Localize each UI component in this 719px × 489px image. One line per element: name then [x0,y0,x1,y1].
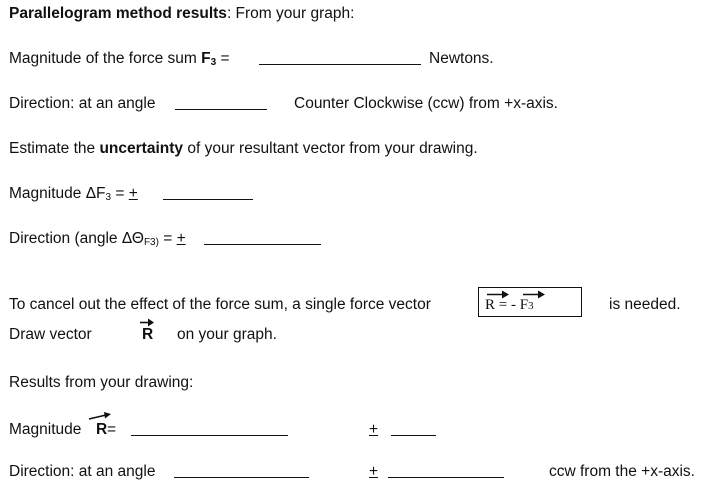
f3-symbol: $F_3$ [201,50,217,68]
res-direction-suffix: ccw from the +x-axis. [549,463,695,480]
sum-direction-label: Direction: at an angle [9,95,156,112]
unc-direction-blank[interactable] [204,232,321,245]
sum-magnitude-label: Magnitude of the force sum [9,50,202,67]
equals-sign: = [216,50,230,67]
plus-minus-sign: + [369,463,379,480]
unc-direction-row [9,230,186,248]
sum-magnitude-blank[interactable] [259,52,421,65]
plus-minus-sign: + [369,421,379,438]
needed-text: is needed. [609,296,681,313]
draw-vector-suffix: on your graph. [177,326,277,343]
res-magnitude-unc-blank[interactable] [391,423,436,436]
sum-magnitude-row [9,50,230,68]
res-magnitude-blank[interactable] [131,423,288,436]
res-magnitude-row [9,421,81,439]
plus-minus-sign: + [176,230,186,247]
res-magnitude-label: Magnitude [9,421,82,438]
unc-magnitude-label: Magnitude ΔF [9,185,106,202]
heading-bold: Parallelogram method results [9,5,227,22]
worksheet-page: Parallelogram method results: From your graph: Magnitude of the force sum $F_3$ = Newtons. Direction: at an angle Counter Clockwise (ccw) from +x-axis. Estimate the uncertainty of your resultant vector from your drawing. Magnitude $\Delta F_3$ = + Direction (angle $\Delta\Theta_{F3)}$ = + To cancel out the effect of the force sum, a single force vector R = - F3 is needed. Draw vector R on your graph. Results from your drawing: Magnitude R = + Direction: at an angle + ccw from the +x-axis. [9,5,695,480]
equals-sign: = [158,230,177,247]
uncertainty-pre: Estimate the [9,140,100,157]
draw-vector-label: Draw vector [9,326,92,343]
heading-rest: : From your graph: [226,5,355,22]
cancel-statement: To cancel out the effect of the force sum, a single force vector [9,296,431,313]
sum-magnitude-unit: Newtons. [429,50,494,67]
results-label: Results from your drawing: [9,374,194,391]
equals-sign: = [107,421,117,438]
vector-arrow-icon [88,412,112,421]
uncertainty-post: of your resultant vector from your drawing. [183,140,478,157]
sum-direction-row [9,95,155,113]
unc-magnitude-blank[interactable] [163,187,253,200]
unc-magnitude-sub: 3 [105,192,112,203]
uncertainty-bold: uncertainty [99,140,184,157]
sum-direction-suffix: Counter Clockwise (ccw) from +x-axis. [294,95,558,112]
unc-magnitude-row [9,185,138,203]
sum-direction-blank[interactable] [175,97,267,110]
res-direction-blank[interactable] [174,465,309,478]
equation-text: R = - F3 [485,297,534,313]
unc-direction-label: Direction (angle ΔΘ [9,230,144,247]
res-direction-label: Direction: at an angle [9,463,156,480]
equation-box [478,287,582,317]
res-direction-unc-blank[interactable] [388,465,504,478]
plus-minus-sign: + [128,185,138,202]
equals-sign: = [111,185,129,202]
section-heading [9,5,354,23]
uncertainty-prompt [9,140,478,158]
unc-direction-sub: F3) [143,237,159,248]
